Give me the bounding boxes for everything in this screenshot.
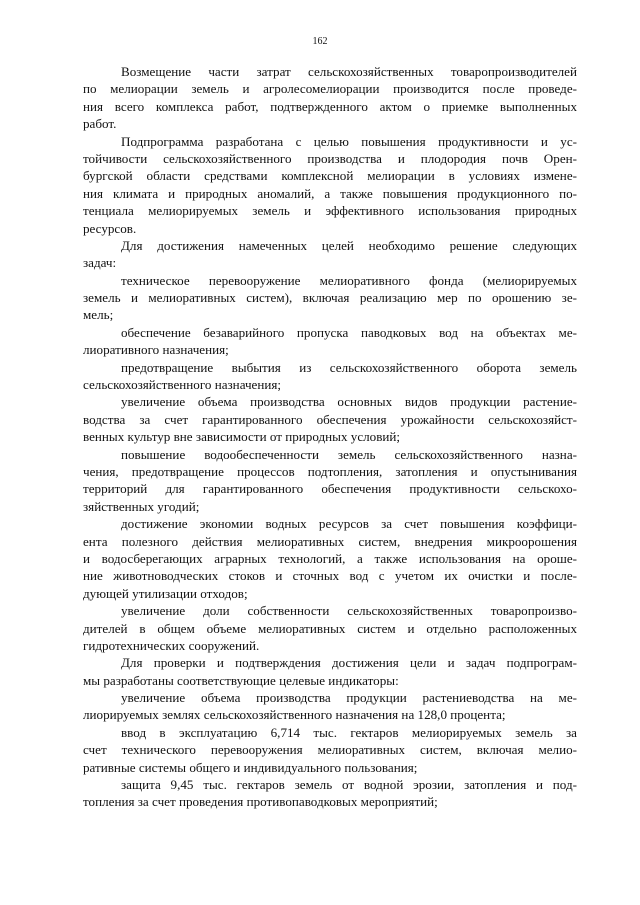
text-line: предотвращение выбытия из сельскохозяйственного оборота земель bbox=[121, 359, 577, 375]
text-line: тенциала мелиорируемых земель и эффективного использования природных bbox=[83, 203, 577, 219]
text-line: обеспечение безаварийного пропуска паводковых вод на объектах ме- bbox=[121, 324, 577, 340]
paragraph bbox=[83, 359, 577, 394]
text-line: бургской области средствами комплексной мелиорации в условиях измене- bbox=[83, 168, 577, 184]
text-line: Для проверки и подтверждения достижения цели и задач подпрограм- bbox=[121, 655, 577, 671]
text-line: увеличение объема производства продукции растениеводства на ме- bbox=[121, 690, 577, 706]
text-line: гидротехнических сооружений. bbox=[83, 637, 260, 653]
text-line: счет технического перевооружения мелиоративных систем, включая мелио- bbox=[83, 742, 577, 758]
paragraph bbox=[83, 654, 577, 689]
text-line: ввод в эксплуатацию 6,714 тыс. гектаров мелиорируемых земель за bbox=[121, 724, 577, 740]
text-line: повышение водообеспеченности земель сельскохозяйственного назна- bbox=[121, 446, 577, 462]
text-line: ента полезного действия мелиоративных систем, внедрения микроорошения bbox=[83, 533, 577, 549]
text-line: задач: bbox=[83, 255, 117, 271]
text-line: топления за счет проведения противопаводковых мероприятий; bbox=[83, 794, 438, 810]
paragraph bbox=[83, 776, 577, 811]
paragraph bbox=[83, 324, 577, 359]
text-line: мель; bbox=[83, 307, 114, 323]
text-line: по мелиорации земель и агролесомелиорации производится после проведе- bbox=[83, 81, 577, 97]
text-line: зяйственных угодий; bbox=[83, 498, 200, 514]
text-line: увеличение доли собственности сельскохозяйственных товаропроизво- bbox=[121, 603, 577, 619]
paragraph bbox=[83, 602, 577, 654]
text-line: дующей утилизации отходов; bbox=[83, 585, 248, 601]
paragraph bbox=[83, 446, 577, 516]
text-line: дителей в общем объеме мелиоративных систем и отдельно расположенных bbox=[83, 620, 577, 636]
paragraph bbox=[83, 689, 577, 724]
paragraph bbox=[83, 133, 577, 237]
text-line: территорий для гарантированного обеспечения продуктивности сельскохо- bbox=[83, 481, 577, 497]
text-line: ресурсов. bbox=[83, 220, 137, 236]
text-line: работ. bbox=[83, 116, 117, 132]
paragraph bbox=[83, 237, 577, 272]
page-number: 162 bbox=[312, 36, 328, 47]
document-body bbox=[83, 63, 577, 811]
text-line: Для достижения намеченных целей необходимо решение следующих bbox=[121, 237, 577, 253]
text-line: сельскохозяйственного назначения; bbox=[83, 377, 282, 393]
paragraph bbox=[83, 63, 577, 133]
text-line: Возмещение части затрат сельскохозяйственных товаропроизводителей bbox=[121, 64, 577, 79]
text-line: водства за счет гарантированного обеспечения урожайности сельскохозяйст- bbox=[83, 411, 577, 427]
text-line: земель и мелиоративных систем), включая реализацию мер по орошению зе- bbox=[83, 290, 577, 306]
paragraph bbox=[83, 515, 577, 602]
text-line: ративные системы общего и индивидуального пользования; bbox=[83, 759, 418, 775]
paragraph bbox=[83, 724, 577, 776]
text-line: Подпрограмма разработана с целью повышения продуктивности и ус- bbox=[121, 133, 577, 149]
text-line: ния климата и природных аномалий, а также повышения продукционного по- bbox=[83, 185, 577, 201]
paragraph bbox=[83, 272, 577, 324]
text-line: мы разработаны соответствующие целевые индикаторы: bbox=[83, 672, 399, 688]
text-line: достижение экономии водных ресурсов за счет повышения коэффици- bbox=[121, 516, 577, 532]
text-line: лиорируемых землях сельскохозяйственного назначения на 128,0 процента; bbox=[83, 707, 506, 723]
text-line: лиоративного назначения; bbox=[83, 342, 229, 358]
text-line: техническое перевооружение мелиоративного фонда (мелиорируемых bbox=[121, 272, 577, 288]
text-line: и водосберегающих аграрных технологий, а также использования на ороше- bbox=[83, 550, 577, 566]
text-line: тойчивости сельскохозяйственного производства и плодородия почв Орен- bbox=[83, 150, 577, 166]
text-line: защита 9,45 тыс. гектаров земель от водной эрозии, затопления и под- bbox=[121, 777, 577, 793]
text-line: увеличение объема производства основных видов продукции растение- bbox=[121, 394, 577, 410]
text-line: венных культур вне зависимости от природных условий; bbox=[83, 429, 401, 445]
text-line: ние животноводческих стоков и сточных вод с учетом их очистки и после- bbox=[83, 568, 577, 584]
text-line: чения, предотвращение процессов подтопления, затопления и опустынивания bbox=[83, 463, 577, 479]
paragraph bbox=[83, 393, 577, 445]
text-line: ния всего комплекса работ, подтвержденного актом о приемке выполненных bbox=[83, 98, 577, 114]
